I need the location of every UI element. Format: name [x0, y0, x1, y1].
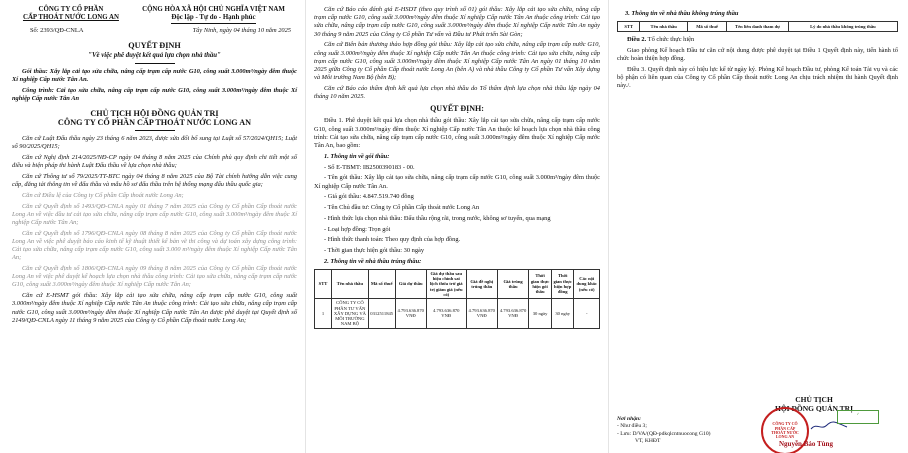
motto: Độc lập - Tự do - Hạnh phúc — [171, 14, 255, 24]
winner-title: 2. Thông tin về nhà thầu trúng thầu: — [324, 258, 422, 266]
article-1: Điều 1. Phê duyệt kết quả lựa chọn nhà thầu gói thầu: Xây lắp cải tạo sửa chữa, nâng cấp trạm cấp nước G10, công suất 3.000m³/ngày đêm thuộc Xí nghiệp Cấp nước Tân An thuộc kế hoạch lựa chọn nhà thầu công trình: Cải tạo sửa chữa, nâng cấp trạm cấp nước G10, công suất 3.000m³/ngày đêm thuộc Xí nghiệp Cấp nước Tân An, bao gồm: — [314, 117, 600, 150]
package-info-item: - Giá gói thầu: 4.847.519.740 đồng — [324, 193, 414, 201]
legal-basis: Căn cứ Thông tư số 79/2025/TT-BTC ngày 04 tháng 8 năm 2025 của Bộ Tài chính hướng dẫn việc cung cấp, đăng tải thông tin về đấu thầu và mẫu hồ sơ đấu thầu trên hệ thống mạng đấu thầu quốc gia; — [12, 172, 297, 188]
document-page-1 — [0, 0, 305, 453]
legal-basis: Căn cứ Quyết định số 1806/QĐ-CNLA ngày 09 tháng 8 năm 2025 của Công ty Cổ phần Cấp thoát nước Long An về việc phê duyệt kế hoạch lựa chọn nhà thầu công trình: Cải tạo sửa chữa, nâng cấp trạm cấp nước G10, công suất 3.000m³/ngày đêm thuộc Xí nghiệp Cấp nước Tân An; — [12, 265, 297, 289]
table-cell: 30 ngày — [529, 299, 552, 328]
column-header: Thời gian thực hiện hợp đồng — [551, 269, 574, 298]
column-header: Giá trúng thầu — [497, 269, 528, 298]
column-header: STT — [618, 21, 640, 31]
package-info-item: - Tên Chủ đầu tư: Công ty Cổ phần Cấp thoát nước Long An — [324, 204, 480, 212]
legal-basis: Căn cứ Biên bản thương thảo hợp đồng gói thầu: Xây lắp cải tạo sửa chữa, nâng cấp trạm cấp nước G10, công suất 3.000m³/ngày đêm thuộc Xí nghiệp Cấp nước Tân An thuộc công trình: Cải tạo sửa chữa, nâng cấp trạm cấp nước G10, công suất 3.000m³/ngày đêm thuộc Xí nghiệp Cấp nước Tân An ngày 01 tháng 10 năm 2025 giữa Công ty Cổ phần Cấp thoát nước Long An (bên A) và nhà thầu Công ty Cổ phần Tư vấn Xây dựng và Môi trường Nam Bộ (bên B); — [314, 41, 600, 82]
legal-basis: Căn cứ Báo cáo thẩm định kết quả lựa chọn nhà thầu do Tổ thẩm định lựa chọn nhà thầu lập ngày 04 tháng 10 năm 2025. — [314, 84, 600, 101]
legal-basis: Căn cứ Điều lệ của Công ty Cổ phần Cấp thoát nước Long An; — [22, 191, 184, 199]
national-header — [130, 6, 297, 24]
nation-title: CỘNG HÒA XÃ HỘI CHỦ NGHĨA VIỆT NAM — [142, 6, 285, 13]
loser-title: 3. Thông tin về nhà thầu không trúng thầu — [625, 10, 739, 17]
document-number: Số: 2393/QĐ-CNLA — [30, 27, 84, 35]
column-header: Thời gian thực hiện gói thầu — [529, 269, 552, 298]
table-header-row — [315, 269, 600, 298]
column-header: Mã số thuế — [368, 269, 395, 298]
package-line: Gói thầu: Xây lắp cải tạo sửa chữa, nâng cấp trạm cấp nước G10, công suất 3.000m³/ngày đêm thuộc Xí nghiệp Cấp nước Tân An. — [12, 67, 297, 83]
column-header: Tên nhà thầu — [332, 269, 369, 298]
table-header-row — [618, 21, 898, 31]
package-info-title: 1. Thông tin về gói thầu: — [324, 152, 390, 160]
loser-table — [617, 21, 898, 32]
legal-basis: Căn cứ Quyết định số 1493/QĐ-CNLA ngày 01 tháng 7 năm 2025 của Công ty Cổ phần Cấp thoát nước Long An về việc đầu tư cải tạo sửa chữa, nâng cấp trạm cấp nước G10, công suất 3.000m³/ngày đêm thuộc Xí nghiệp Cấp nước Tân An; — [12, 202, 297, 226]
document-page-2 — [305, 0, 608, 453]
table-cell: 4.793.636.870 VNĐ — [395, 299, 426, 328]
package-info-item: - Hình thức lựa chọn nhà thầu: Đấu thầu rộng rãi, trong nước, không sơ tuyển, qua mạng — [324, 214, 551, 222]
column-header: Mã số thuế — [687, 21, 726, 31]
table-cell: 4.793.636.870 VNĐ — [497, 299, 528, 328]
package-info-item: - Hình thức thanh toán: Theo quy định của hợp đồng. — [324, 236, 461, 244]
article-2-body: Giao phòng Kế hoạch Đầu tư căn cứ nội dung được phê duyệt tại Điều 1 Quyết định này, tiến hành tổ chức hoàn thiện hợp đồng. — [617, 46, 898, 62]
column-header: Giá dự thầu sau hiệu chỉnh sai lệch thừa trừ giá trị giảm giá (nếu có) — [426, 269, 466, 298]
table-cell: 4.793.636.870 VNĐ — [426, 299, 466, 328]
package-info-item: - Tên gói thầu: Xây lắp cải tạo sửa chữa, nâng cấp trạm cấp nước G10, công suất 3.000m³/ngày đêm thuộc Xí nghiệp Cấp nước Tân An. — [314, 174, 600, 190]
legal-basis: Căn cứ Luật Đấu thầu ngày 23 tháng 6 năm 2023, được sửa đổi bổ sung tại Luật số 57/2024/QH15; Luật số 90/2025/QH15; — [12, 134, 297, 151]
document-page-3 — [608, 0, 908, 453]
table-cell: 30 ngày — [551, 299, 574, 328]
column-header: Giá dự thầu — [395, 269, 426, 298]
recipients: Nơi nhận: - Như điều 3; - Lưu: D/VA/(QĐ-pdkqlcntnuocong G10) VT, KHĐT — [617, 416, 711, 444]
section-title: QUYẾT ĐỊNH: — [430, 104, 484, 114]
digital-signature-stamp: ✓ — [837, 410, 879, 424]
signer-name: Nguyễn Bảo Tùng — [779, 440, 833, 448]
table-cell: 4.793.636.870 VNĐ — [466, 299, 497, 328]
issuer-role: CHỦ TỊCH HỘI ĐỒNG QUẢN TRỊ CÔNG TY CỔ PHẦN CẤP THOÁT NƯỚC LONG AN — [57, 109, 252, 128]
legal-basis: Căn cứ Nghị định 214/2025/NĐ-CP ngày 04 tháng 8 năm 2025 của Chính phủ quy định chi tiết một số điều và biện pháp thi hành Luật Đấu thầu về lựa chọn nhà thầu; — [12, 153, 297, 169]
column-header: Giá đề nghị trúng thầu — [466, 269, 497, 298]
column-header: Tên nhà thầu — [640, 21, 688, 31]
column-header: STT — [315, 269, 332, 298]
legal-basis: Căn cứ E-HSMT gói thầu: Xây lắp cải tạo sửa chữa, nâng cấp trạm cấp nước G10, công suất 3.000m³/ngày đêm thuộc Xí nghiệp Cấp nước Tân An thuộc công trình: Cải tạo sửa chữa, nâng cấp trạm cấp nước G10, công suất 3.000m³/ngày đêm thuộc Xí nghiệp Cấp nước Tân An được phê duyệt tại Quyết định số 2149/QĐ-CNLA ngày 11 tháng 9 năm 2025 của Công ty Cổ phần Cấp thoát nước Long An; — [12, 292, 297, 324]
table-row — [315, 299, 600, 328]
column-header: Lý do nhà thầu không trúng thầu — [788, 21, 897, 31]
table-cell: - — [574, 299, 600, 328]
signature-block: CHỦ TỊCH HỘI ĐỒNG QUẢN TRỊ — [775, 395, 853, 413]
column-header: Tên liên danh tham dự — [727, 21, 789, 31]
table-cell: CÔNG TY CỔ PHẦN TƯ VẤN XÂY DỰNG VÀ MÔI TRƯỜNG NAM BỘ — [332, 299, 369, 328]
article-3: Điều 3. Quyết định này có hiệu lực kể từ ngày ký. Phòng Kế hoạch Đầu tư, phòng Kế toán Tài vụ và các bộ phận có liên quan của Công ty Cổ phần Cấp thoát nước Long An chịu trách nhiệm thi hành Quyết định này./. — [617, 65, 898, 89]
legal-basis: Căn cứ Báo cáo đánh giá E-HSDT (theo quy trình số 01) gói thầu: Xây lắp cải tạo sửa chữa, nâng cấp trạm cấp nước G10, công suất 3.000m³/ngày đêm thuộc Xí nghiệp Cấp nước Tân An thuộc công trình: Cải tạo sửa chữa, nâng cấp trạm cấp nước G10, công suất 3.000m³/ngày đêm thuộc Xí nghiệp Cấp nước Tân An ngày 30 tháng 9 năm 2025 của Công ty Cổ phần Tư vấn và Đầu tư Phát triển Sài Gòn; — [314, 6, 600, 38]
place-date: Tây Ninh, ngày 04 tháng 10 năm 2025 — [192, 27, 291, 35]
column-header: Các nội dung khác (nếu có) — [574, 269, 600, 298]
table-cell: 0312511845 — [368, 299, 395, 328]
package-info-item: - Số E-TBMT: IB2500390183 - 00. — [324, 163, 415, 171]
package-info-item: - Thời gian thực hiện gói thầu: 30 ngày — [324, 247, 425, 255]
organization-name: CÔNG TY CỔ PHẦN CẤP THOÁT NƯỚC LONG AN — [22, 6, 119, 22]
legal-basis: Căn cứ Quyết định số 1796/QĐ-CNLA ngày 08 tháng 8 năm 2025 của Công ty Cổ phần Cấp thoát nước Long An về việc phê duyệt báo cáo kinh tế kỹ thuật thiết kế bản vẽ thi công và dự toán xây dựng công trình: Cải tạo sửa chữa, nâng cấp trạm cấp nước G10, công suất 3.000 m³/ngày đêm thuộc Xí nghiệp Cấp nước Tân An; — [12, 229, 297, 262]
package-info-item: - Loại hợp đồng: Trọn gói — [324, 225, 391, 233]
letterhead — [12, 6, 297, 24]
article-2: Điều 2. Tổ chức thực hiện — [627, 35, 695, 43]
decision-subtitle: "Về việc phê duyệt kết quả lựa chọn nhà thầu" — [88, 51, 221, 59]
decision-title: QUYẾT ĐỊNH — [128, 41, 181, 51]
project-line: Công trình: Cải tạo sửa chữa, nâng cấp trạm cấp nước G10, công suất 3.000m³/ngày đêm thuộc Xí nghiệp Cấp nước Tân An — [12, 86, 297, 102]
winner-table — [314, 269, 600, 329]
company-seal: CÔNG TY CỔ PHẦN CẤP THOÁT NƯỚC LONG AN — [761, 407, 809, 453]
table-cell: 1 — [315, 299, 332, 328]
